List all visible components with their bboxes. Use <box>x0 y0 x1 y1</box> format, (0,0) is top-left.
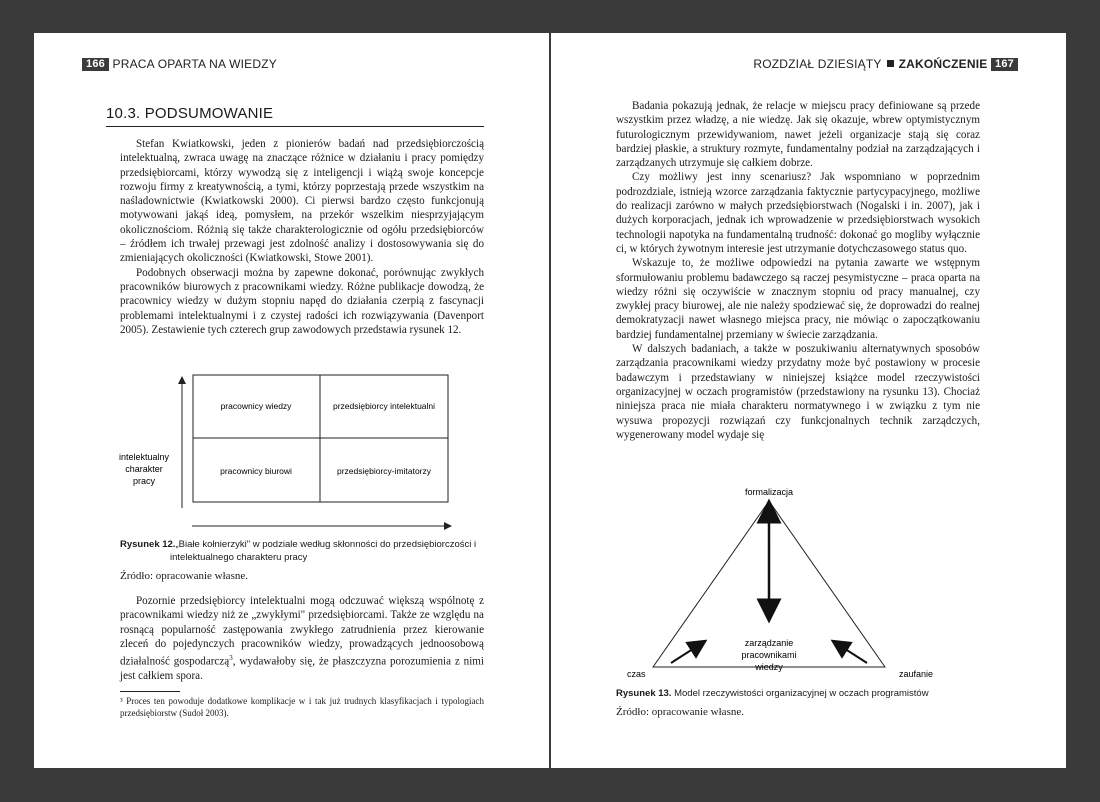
caption-label: Rysunek 13. <box>616 688 672 699</box>
footnote-rule <box>120 691 180 692</box>
running-head-title: ZAKOŃCZENIE <box>898 57 988 71</box>
section-title: 10.3. PODSUMOWANIE <box>106 105 484 127</box>
paragraph <box>120 594 484 683</box>
footnote-ref[interactable]: 3 <box>229 654 233 663</box>
figure-12-caption <box>120 538 490 564</box>
running-head-title: PRACA OPARTA NA WIEDZY <box>112 57 277 71</box>
caption-label: Rysunek 12. <box>120 539 176 550</box>
y-axis-label-3: pracy <box>132 476 156 486</box>
y-axis-label-2: charakter <box>125 464 163 474</box>
paragraph: W dalszych badaniach, a także w poszukiwaniu alternatywnych sposobów zarządzania pracownikami wiedzy przydatny może być postawiony w procesie badawczym i przedstawiany w niniejszej książce model rzeczywistości organizacyjnej w oczach programistów (przedstawiony na rysunku 13). Chociaż niniejsza praca nie miała charakteru normatywnego i w związku z tym nie wysuwa propozycji rozwiązań czy funkcjonalnych technik zarządczych, wygenerowany model wydaje się <box>616 343 980 441</box>
right-page <box>551 33 1066 768</box>
running-head-left <box>82 57 277 71</box>
cell-top-left: pracownicy wiedzy <box>220 401 292 411</box>
right-body-text <box>616 99 980 442</box>
square-separator-icon <box>887 60 894 67</box>
paragraph: Czy możliwy jest inny scenariusz? Jak wspomniano w poprzednim podrozdziale, istnieją wzorce zarządzania faktycznie partycypacyjnego, możliwe do realizacji zarówno w małych przedsiębiorstwach (Nogalski i in. 2007), jak i dużych korporacjach, jednak ich wprowadzenie w przedsiębiorstwach wysokich technologii napotyka na fundamentalną trudność: dokonać go mogliby wyłącznie ci, w których żywotnym interesie jest utrzymanie dotychczasowego status quo. <box>616 171 980 255</box>
center-label-2: pracownikami <box>741 650 797 660</box>
center-label-3: wiedzy <box>755 662 783 672</box>
arrow-from-czas <box>671 645 699 663</box>
running-head-chapter: ROZDZIAŁ DZIESIĄTY <box>753 57 882 71</box>
paragraph: Stefan Kwiatkowski, jeden z pionierów badań nad przedsiębiorczością intelektualną, zwraca uwagę na znaczące różnice w działaniu i pracy pomiędzy przedsiębiorcami, którzy wywodzą się z inteligencji i wiążą swoje koncepcje rozwoju firmy z kreatywnością, a tymi, którzy poprzestają przede wszystkim na naśladownictwie (Kwiatkowski 2000). Ci pierwsi bardzo często funkcjonują motywowani jakąś ideą, pomysłem, na przekór wszelkim niesprzyjającym okolicznościom. Różnią się także charakterologicznie od ogółu przedsiębiorców – źródłem ich trwałej przewagi jest zdolność analizy i dostosowywania się do zmieniających okoliczności (Kwiatkowski, Stowe 2001). <box>120 138 484 265</box>
paragraph: Wskazuje to, że możliwe odpowiedzi na pytania zawarte we wstępnym sformułowaniu problemu badawczego są raczej pesymistyczne – praca oparta na wiedzy różni się oczywiście w znacznym stopniu od pracy manualnej, czy zwykłej pracy biurowej, ale nie należy spodziewać się, że doprowadzi do realnej demokratyzacji nawet własnego miejsca pracy, nie mówiąc o zapoczątkowaniu bardziej fundamentalnej przemiany w świecie zarządzania. <box>616 257 980 341</box>
figure-12-source: Źródło: opracowanie własne. <box>120 570 248 582</box>
page-number-left: 166 <box>82 58 109 71</box>
caption-text: „Białe kołnierzyki" w podziale według skłonności do przedsiębiorczości i <box>175 539 477 550</box>
figure-13-source: Źródło: opracowanie własne. <box>616 706 744 718</box>
left-page <box>34 33 549 768</box>
running-head-right <box>753 57 1018 71</box>
label-zaufanie: zaufanie <box>899 669 934 679</box>
center-label-1: zarządzanie <box>744 638 794 648</box>
figure-13-triangle <box>611 481 971 681</box>
figure-13-caption <box>616 687 996 700</box>
cell-bottom-left: pracownicy biurowi <box>220 466 292 476</box>
page-number-right: 167 <box>991 58 1018 71</box>
paragraph: Podobnych obserwacji można by zapewne dokonać, porównując zwykłych pracowników biurowych z pracownikami wiedzy. Różne publikacje dowodzą, że pracownicy wiedzy w dużym stopniu napęd do działania czerpią z fascynacji problemami intelektualnymi i z czystej radości ich rozwiązywania (Davenport 2005). Zestawienie tych czterech grup zawodowych przedstawia rysunek 12. <box>120 266 484 336</box>
caption-text: Model rzeczywistości organizacyjnej w oczach programistów <box>674 688 929 699</box>
caption-text-line2: intelektualnego charakteru pracy <box>170 552 308 563</box>
paragraph-text-end: , wydawałoby się, że płaszczyzna porozumienia z nimi jest całkiem spora. <box>120 655 484 683</box>
y-axis-label-1: intelektualny <box>118 452 170 462</box>
label-formalizacja: formalizacja <box>744 487 794 497</box>
cell-bottom-right: przedsiębiorcy-imitatorzy <box>337 466 431 476</box>
footnote: ³ Proces ten powoduje dodatkowe komplikacje w i tak już trudnych klasyfikacjach i typologiach przedsiębiorstw (Sudoł 2003). <box>120 696 484 718</box>
arrow-from-zaufanie <box>839 645 867 663</box>
paragraph: Badania pokazują jednak, że relacje w miejscu pracy definiowane są przede wszystkim przez władzę, a nie wiedzę. Jak się okazuje, wbrew optymistycznym futurologicznym przewidywaniom, nawet jeżeli organizacje stają się coraz bardziej płaskie, a struktury rozmyte, fundamentalny podział na zarządzających i zarządzanych utrzymuje się całkiem dobrze. <box>616 100 980 170</box>
left-body-text-2 <box>120 594 484 683</box>
cell-top-right: przedsiębiorcy intelektualni <box>332 401 436 411</box>
paragraph-text: Pozornie przedsiębiorcy intelektualni mogą odczuwać większą wspólnotę z pracownikami wiedzy niż ze „zwykłymi" przedsiębiorcami. Także ze względu na rosnącą popularność zastępowania zwykłego zatrudnienia przez kierowanie zleceń do pojedynczych pracowników wiedzy, prowadzących jednoosobową działalność gospodarczą <box>120 595 484 668</box>
left-body-text <box>120 137 484 337</box>
label-czas: czas <box>627 669 646 679</box>
figure-12-matrix <box>106 368 486 538</box>
